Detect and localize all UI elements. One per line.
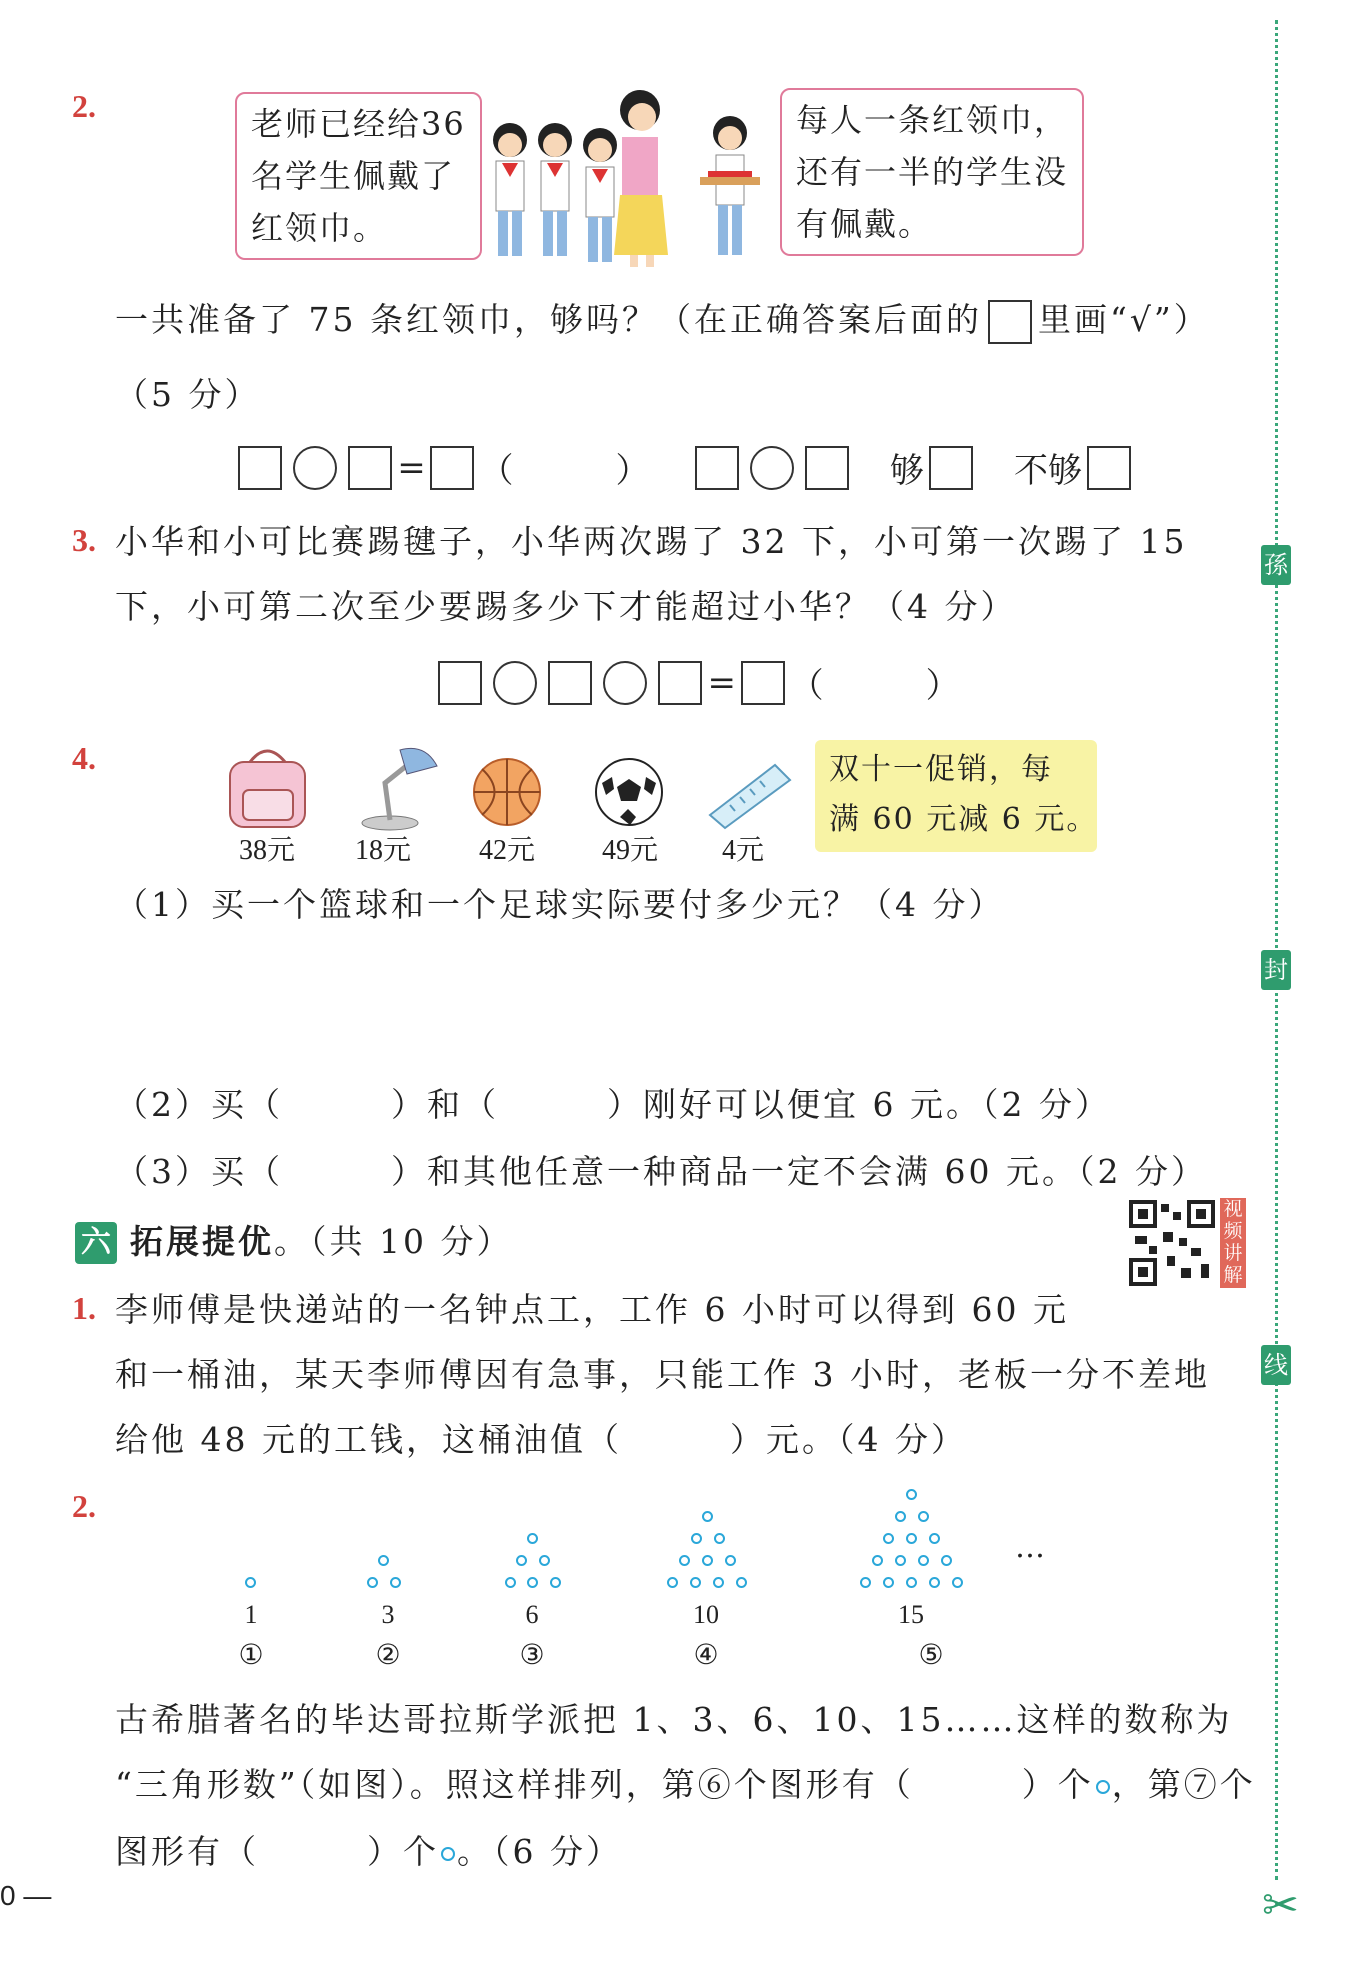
video-explain-tag[interactable] — [1220, 1198, 1246, 1288]
equation-box[interactable] — [805, 446, 849, 490]
promo-line: 满 60 元减 6 元。 — [829, 802, 1099, 837]
student-figure — [583, 128, 617, 262]
dot — [906, 1489, 917, 1500]
tri-label: 10 — [693, 1600, 719, 1629]
bubble-left-line: 红领巾。 — [251, 209, 388, 247]
dot — [895, 1511, 906, 1522]
not-enough-checkbox[interactable] — [1087, 446, 1131, 490]
dot — [713, 1577, 724, 1588]
page-number: 0 — — [0, 1880, 52, 1911]
dot — [702, 1511, 713, 1522]
q2-score: （5 分） — [115, 375, 261, 414]
s2-line3-text: 。（6 分） — [457, 1832, 622, 1871]
teacher-figure — [614, 90, 668, 267]
q2-question-text: 一共准备了 75 条红领巾，够吗？（在正确答案后面的 — [115, 300, 982, 339]
q2-bubble-right — [780, 88, 1084, 256]
s2-line1: 古希腊著名的毕达哥拉斯学派把 1、3、6、10、15……这样的数称为 — [115, 1700, 1233, 1739]
s1-line3: 给他 48 元的工钱，这桶油值（ ）元。（4 分） — [115, 1420, 967, 1459]
tri-index: ① — [238, 1638, 264, 1671]
q4-number: 4. — [72, 740, 96, 776]
tri-label: 3 — [381, 1600, 395, 1629]
dot — [952, 1577, 963, 1588]
s2-line3 — [115, 1832, 622, 1872]
student-with-tray — [700, 116, 760, 255]
dot — [702, 1555, 713, 1566]
small-circle-icon — [1096, 1780, 1110, 1794]
section-six-icon: 六 — [75, 1222, 117, 1264]
qr-code-icon[interactable] — [1127, 1198, 1217, 1288]
dot — [929, 1533, 940, 1544]
tri-label: 6 — [525, 1600, 539, 1629]
s2-line2-text: ，第⑦个 — [1111, 1765, 1256, 1804]
dot — [667, 1577, 678, 1588]
promo-banner — [815, 740, 1097, 852]
q3-equation — [438, 658, 960, 707]
dot — [883, 1533, 894, 1544]
promo-line: 双十一促销，每 — [829, 752, 1053, 787]
side-tag-1: 孫 — [1261, 545, 1291, 585]
equation-box[interactable] — [238, 446, 282, 490]
bubble-right-line: 每人一条红领巾， — [796, 101, 1069, 139]
s2-number: 2. — [72, 1488, 96, 1524]
dot — [872, 1555, 883, 1566]
ruler-price: 4元 — [721, 835, 764, 866]
tri-index: ② — [375, 1638, 401, 1671]
dot — [736, 1577, 747, 1588]
lamp-price: 18元 — [354, 835, 411, 866]
q2-bubble-left — [235, 92, 482, 260]
tri-index: ⑤ — [918, 1638, 944, 1671]
side-tag-3: 线 — [1261, 1345, 1291, 1385]
bubble-left-line: 名学生佩戴了 — [251, 157, 456, 195]
dot — [516, 1555, 527, 1566]
dot — [860, 1577, 871, 1588]
operator-circle[interactable] — [750, 446, 794, 490]
equation-box[interactable] — [695, 446, 739, 490]
s2-line3-text: 图形有（ ）个 — [115, 1832, 439, 1871]
video-tag-char: 讲 — [1223, 1242, 1243, 1264]
q2-equation — [238, 443, 1131, 492]
backpack-price: 38元 — [238, 835, 295, 866]
equation-box[interactable] — [438, 661, 482, 705]
dot — [941, 1555, 952, 1566]
section-six-heading — [130, 1222, 512, 1262]
operator-circle[interactable] — [493, 661, 537, 705]
q2-question — [115, 300, 1210, 344]
tri-index: ④ — [693, 1638, 719, 1671]
bubble-left-line: 老师已经给36 — [251, 105, 466, 143]
dot — [906, 1577, 917, 1588]
triangle-numbers-figure — [0, 0, 1, 1]
basketball-icon — [470, 755, 545, 830]
s2-line2 — [115, 1765, 1256, 1805]
not-enough-label: 不够 — [1014, 451, 1083, 491]
equals-sign: = — [397, 447, 426, 488]
s1-line2: 和一桶油，某天李师傅因有急事，只能工作 3 小时，老板一分不差地 — [115, 1355, 1210, 1394]
bubble-right-line: 有佩戴。 — [796, 205, 933, 243]
equals-sign: = — [707, 662, 736, 703]
section-six-title: 拓展提优 — [130, 1222, 274, 1261]
dot — [691, 1533, 702, 1544]
ruler-icon — [705, 760, 795, 830]
dot — [714, 1533, 725, 1544]
dot — [906, 1533, 917, 1544]
dot — [929, 1577, 940, 1588]
dot — [725, 1555, 736, 1566]
dot — [883, 1577, 894, 1588]
backpack-icon — [215, 740, 320, 835]
dot — [367, 1577, 378, 1588]
desk-lamp-icon — [345, 738, 445, 833]
small-circle-icon — [441, 1847, 455, 1861]
tri-label: 1 — [244, 1600, 258, 1629]
enough-checkbox[interactable] — [929, 446, 973, 490]
scissors-icon: ✂ — [1262, 1880, 1299, 1931]
video-tag-char: 视 — [1223, 1198, 1243, 1220]
q2-question-text: 里画“√”） — [1037, 300, 1210, 339]
student-figure — [538, 123, 572, 256]
q3-line2: 下，小可第二次至少要踢多少下才能超过小华？（4 分） — [115, 587, 1017, 626]
dot — [245, 1577, 256, 1588]
q3-number: 3. — [72, 522, 96, 558]
football-icon — [592, 755, 667, 830]
equation-box[interactable] — [741, 661, 785, 705]
answer-box[interactable] — [988, 300, 1032, 344]
q3-line1: 小华和小可比赛踢毽子，小华两次踢了 32 下，小可第一次踢了 15 — [115, 522, 1188, 561]
dot — [550, 1577, 561, 1588]
tri-index: ③ — [519, 1638, 545, 1671]
operator-circle[interactable] — [603, 661, 647, 705]
bubble-right-line: 还有一半的学生没 — [796, 153, 1069, 191]
operator-circle[interactable] — [293, 446, 337, 490]
dot — [918, 1555, 929, 1566]
equation-box[interactable] — [430, 446, 474, 490]
equation-box[interactable] — [548, 661, 592, 705]
unit-paren: （ ） — [479, 451, 650, 491]
football-price: 49元 — [601, 835, 658, 866]
tri-label: 15 — [898, 1600, 924, 1629]
unit-paren: （ ） — [789, 666, 960, 706]
dot — [895, 1555, 906, 1566]
video-tag-char: 解 — [1223, 1264, 1243, 1286]
dot — [918, 1511, 929, 1522]
q4-sub2: （2）买（ ）和（ ）刚好可以便宜 6 元。（2 分） — [115, 1085, 1111, 1124]
section-six-score: 。（共 10 分） — [274, 1222, 513, 1261]
dot — [390, 1577, 401, 1588]
equation-box[interactable] — [348, 446, 392, 490]
q4-sub3: （3）买（ ）和其他任意一种商品一定不会满 60 元。（2 分） — [115, 1152, 1207, 1191]
s1-line1: 李师傅是快递站的一名钟点工，工作 6 小时可以得到 60 元 — [115, 1290, 1069, 1329]
dot — [527, 1577, 538, 1588]
ellipsis: … — [1015, 1530, 1045, 1565]
dot — [378, 1555, 389, 1566]
student-figure — [493, 123, 527, 256]
s2-line2-text: “三角形数”（如图）。照这样排列，第⑥个图形有（ ）个 — [115, 1765, 1094, 1804]
dot — [690, 1577, 701, 1588]
s1-number: 1. — [72, 1290, 96, 1326]
side-tag-2: 封 — [1261, 950, 1291, 990]
equation-box[interactable] — [658, 661, 702, 705]
dot — [527, 1533, 538, 1544]
q2-number: 2. — [72, 88, 96, 124]
teacher-students-illustration — [480, 85, 780, 270]
enough-label: 够 — [889, 451, 924, 491]
video-tag-char: 频 — [1223, 1220, 1243, 1242]
dot — [539, 1555, 550, 1566]
dot — [679, 1555, 690, 1566]
basketball-price: 42元 — [478, 835, 535, 866]
dot — [505, 1577, 516, 1588]
q4-sub1: （1）买一个篮球和一个足球实际要付多少元？（4 分） — [115, 885, 1005, 924]
